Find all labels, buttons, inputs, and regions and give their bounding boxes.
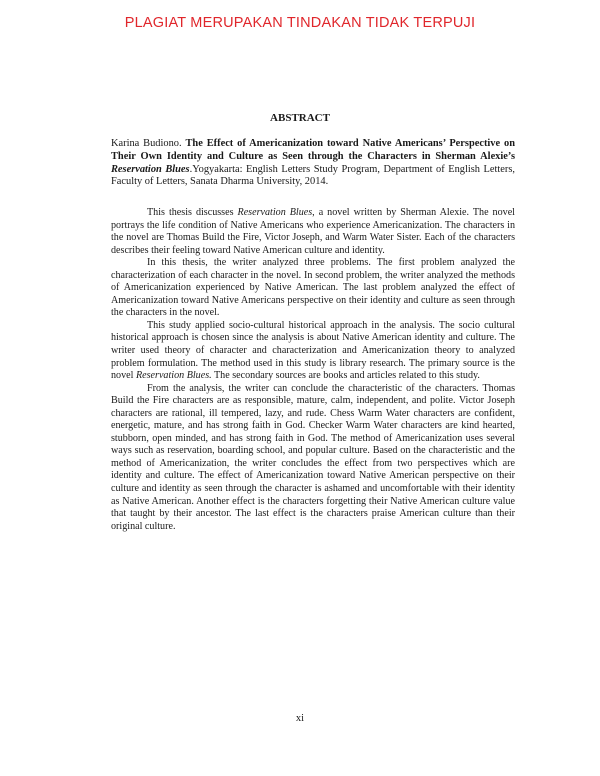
p1-text-before: This thesis discusses <box>147 207 234 218</box>
p3-novel-title: Reservation Blues. <box>135 370 212 382</box>
citation-publisher: .Yogyakarta: English Letters Study Program, Department of English Letters, Faculty of Letters, Sanata Dharma University, 2014. <box>111 163 515 188</box>
p3-text-before: This study applied socio-cultural historical approach in the analysis. The socio cultural historical approach is chosen since the analysis is about Native American identity and culture. The writer used theory of character and characterization and Americanization theory to analyzed problem formulation. The method used in this study is library research. The primary source is the novel <box>111 319 515 382</box>
citation-novel-title: Reservation Blues <box>111 163 190 175</box>
citation-title: The Effect of Americanization toward Native Americans’ Perspective on Their Own Identity and Culture as Seen through the Characters in Sherman Alexie’s <box>111 138 515 162</box>
p1-text-after: , a novel written by Sherman Alexie. The novel portrays the life condition of Native Americans who experience Americanization. The characters in the novel are Thomas Build the Fire, Victor Joseph, and Warm Water Sister. Each of the characters describes their feeling toward Native American culture and identity. <box>111 207 515 256</box>
citation-block <box>111 138 515 189</box>
paragraph-4: From the analysis, the writer can conclude the characteristic of the characters. Thomas Build the Fire characters are as responsible, mature, calm, independent, and polite. Victor Joseph characters are rational, ill tempered, lazy, and rude. Chess Warm Water characters are confident, energetic, mature, and has strong faith in God. Checker Warm Water characters are kind hearted, stubborn, open minded, and has strong faith in God. The method of Americanization uses several ways such as reservation, boarding school, and popular culture. Based on the characteristic and the method of Americanization, the writer concludes the effect from two perspectives which are identity and culture. The effect of Americanization toward Native American perspective on their culture and identity as seen through the character is ashamed and uncomfortable with their identity as Native American. Another effect is the characters forgetting their Native American culture value that taught by their ancestor. The last effect is the characters praise American culture than their original culture. <box>111 382 515 532</box>
plagiarism-watermark: PLAGIAT MERUPAKAN TINDAKAN TIDAK TERPUJI <box>124 15 476 31</box>
citation-author: Karina Budiono. <box>111 138 182 149</box>
paragraph-2: In this thesis, the writer analyzed three problems. The first problem analyzed the characterization of each character in the novel. In second problem, the writer analyzed the methods of Americanization experienced by Native American. The last problem analyzed the effect of Americanization toward Native Americans perspective on their identity and culture as seen through the characters in the novel. <box>111 257 515 319</box>
page-number: xi <box>295 713 305 724</box>
p1-novel-title: Reservation Blues <box>237 207 313 218</box>
abstract-body <box>111 207 515 533</box>
page-title: ABSTRACT <box>270 112 330 124</box>
paragraph-3 <box>111 320 515 383</box>
p3-text-after: The secondary sources are books and articles related to this study. <box>214 370 480 382</box>
paragraph-1 <box>111 207 515 257</box>
